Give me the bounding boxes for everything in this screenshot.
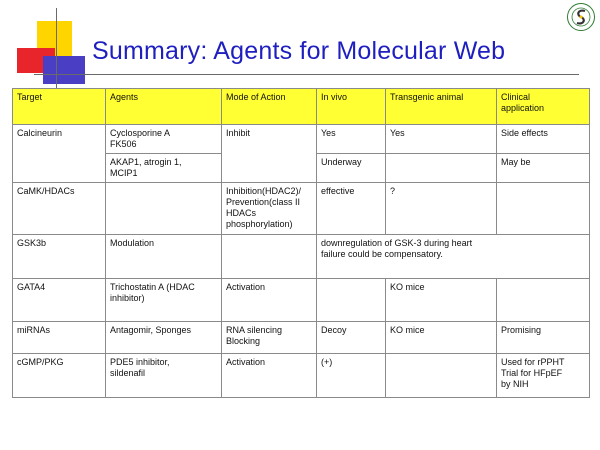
table-header-row	[13, 89, 590, 125]
cell-mode: Activation	[222, 354, 317, 398]
cell-invivo: Underway	[317, 154, 386, 183]
cell-agents: Antagomir, Sponges	[106, 322, 222, 354]
cell-transgenic	[386, 354, 497, 398]
cell-clinical: Side effects	[497, 125, 590, 154]
header-mode-of-action: Mode of Action	[222, 89, 317, 125]
cell-invivo	[317, 279, 386, 322]
cell-agents: Modulation	[106, 235, 222, 279]
cell-mode: RNA silencing Blocking	[222, 322, 317, 354]
cell-clinical: Used for rPPHT Trial for HFpEF by NIH	[497, 354, 590, 398]
table-row-calcineurin-a	[13, 125, 590, 154]
cell-clinical	[497, 183, 590, 235]
cell-invivo: (+)	[317, 354, 386, 398]
cell-mode: Inhibit	[222, 125, 317, 183]
cell-agents: Trichostatin A (HDAC inhibitor)	[106, 279, 222, 322]
header-clinical-application: Clinical application	[497, 89, 590, 125]
cell-agents: Cyclosporine A FK506	[106, 125, 222, 154]
cell-merged-note: downregulation of GSK-3 during heart failure could be compensatory.	[317, 235, 590, 279]
cell-target: CaMK/HDACs	[13, 183, 106, 235]
cell-transgenic: KO mice	[386, 279, 497, 322]
header-agents: Agents	[106, 89, 222, 125]
cell-target: GSK3b	[13, 235, 106, 279]
title-underline	[34, 74, 579, 75]
decorative-blue-square	[43, 56, 85, 84]
table-row-mirnas	[13, 322, 590, 354]
table-row-gata4	[13, 279, 590, 322]
table-row-gsk3b	[13, 235, 590, 279]
cell-mode: Inhibition(HDAC2)/ Prevention(class II HDACs phosphorylation)	[222, 183, 317, 235]
cell-target: GATA4	[13, 279, 106, 322]
cell-transgenic: KO mice	[386, 322, 497, 354]
cell-target: Calcineurin	[13, 125, 106, 183]
summary-table	[12, 88, 590, 398]
cell-clinical: May be	[497, 154, 590, 183]
cell-clinical: Promising	[497, 322, 590, 354]
decorative-vertical-line	[56, 8, 57, 88]
university-seal-logo	[566, 2, 596, 32]
cell-mode: Activation	[222, 279, 317, 322]
cell-target: miRNAs	[13, 322, 106, 354]
table-row-camk	[13, 183, 590, 235]
cell-transgenic: Yes	[386, 125, 497, 154]
header-transgenic-animal: Transgenic animal	[386, 89, 497, 125]
header-target: Target	[13, 89, 106, 125]
cell-invivo: effective	[317, 183, 386, 235]
header-in-vivo: In vivo	[317, 89, 386, 125]
slide-title: Summary: Agents for Molecular Web	[92, 37, 506, 65]
cell-mode	[222, 235, 317, 279]
cell-transgenic	[386, 154, 497, 183]
cell-agents	[106, 183, 222, 235]
cell-agents: PDE5 inhibitor, sildenafil	[106, 354, 222, 398]
cell-target: cGMP/PKG	[13, 354, 106, 398]
cell-invivo: Decoy	[317, 322, 386, 354]
cell-transgenic: ?	[386, 183, 497, 235]
cell-clinical	[497, 279, 590, 322]
table-row-cgmp	[13, 354, 590, 398]
cell-agents: AKAP1, atrogin 1, MCIP1	[106, 154, 222, 183]
cell-invivo: Yes	[317, 125, 386, 154]
